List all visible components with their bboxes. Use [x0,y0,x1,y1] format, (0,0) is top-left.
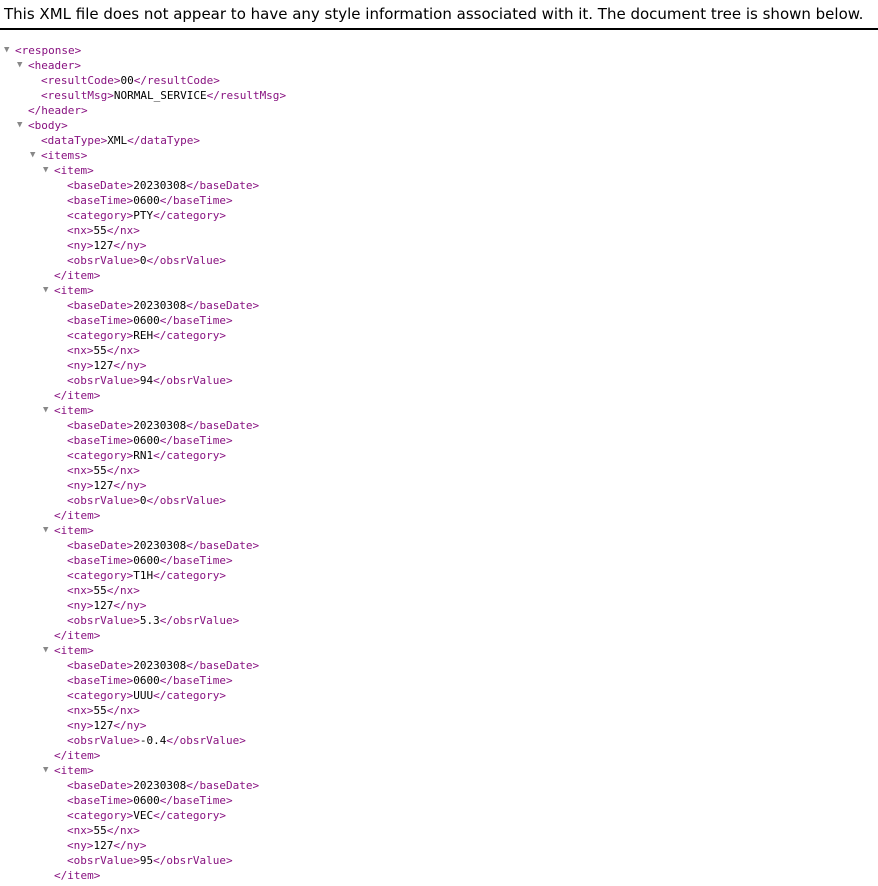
tag-name: nx [73,704,87,717]
obsrvalue-element: <obsrValue>94</obsrValue> [67,374,233,387]
item-close-tag: </item> [54,869,101,882]
category-element: <category>T1H</category> [67,569,226,582]
tag-name: item [60,524,88,537]
tag-name: response [21,44,75,57]
item-open-tag: ▼ <item> [43,764,94,777]
element-value: 55 [93,704,107,717]
tag-name: ny [73,719,87,732]
tag-name: obsrValue [73,494,134,507]
basetime-element: <baseTime>0600</baseTime> [67,194,233,207]
tag-name: baseDate [73,539,127,552]
nx-element: <nx>55</nx> [67,224,140,237]
tag-name: header [34,59,75,72]
element-value: 127 [93,599,114,612]
tag-name: category [73,689,127,702]
tag-name: nx [73,344,87,357]
item-open-tag: ▼ <item> [43,284,94,297]
collapse-triangle-icon[interactable]: ▼ [43,165,49,175]
basetime-element: <baseTime>0600</baseTime> [67,794,233,807]
tag-name: baseTime [172,794,226,807]
tag-name: nx [120,704,134,717]
tag-name: obsrValue [159,494,220,507]
tag-name: item [60,284,88,297]
item-close-tag: </item> [54,749,101,762]
tag-name: baseTime [172,674,226,687]
tag-name: category [166,209,220,222]
tag-name: category [73,329,127,342]
data-type-element: <dataType>XML</dataType> [41,134,200,147]
basedate-element: <baseDate>20230308</baseDate> [67,299,260,312]
element-value: 55 [93,464,107,477]
element-value: 0600 [133,674,160,687]
element-value: 20230308 [133,779,187,792]
tag-name: category [166,569,220,582]
basetime-element: <baseTime>0600</baseTime> [67,554,233,567]
tag-name: nx [73,824,87,837]
element-value: 0600 [133,314,160,327]
element-value: T1H [133,569,154,582]
element-value: 0 [139,254,147,267]
tag-name: nx [120,464,134,477]
element-value: 95 [139,854,154,867]
element-value: 20230308 [133,299,187,312]
tag-name: baseTime [172,554,226,567]
tag-name: obsrValue [73,374,134,387]
tag-name: nx [120,824,134,837]
element-value: 0600 [133,434,160,447]
tag-name: nx [73,464,87,477]
element-value: 0600 [133,794,160,807]
tag-name: dataType [140,134,194,147]
basedate-element: <baseDate>20230308</baseDate> [67,779,260,792]
tag-name: dataType [47,134,101,147]
tag-name: category [73,209,127,222]
basedate-element: <baseDate>20230308</baseDate> [67,179,260,192]
tag-name: obsrValue [172,614,233,627]
element-value: 55 [93,224,107,237]
tag-name: baseDate [73,179,127,192]
tag-name: category [166,329,220,342]
tag-name: category [166,689,220,702]
tag-name: item [60,404,88,417]
element-value: 20230308 [133,419,187,432]
nx-element: <nx>55</nx> [67,824,140,837]
collapse-triangle-icon[interactable]: ▼ [30,150,36,160]
tag-name: obsrValue [179,734,240,747]
tag-name: baseDate [199,659,253,672]
tag-name: obsrValue [73,614,134,627]
element-value: 00 [120,74,134,87]
obsrvalue-element: <obsrValue>-0.4</obsrValue> [67,734,246,747]
nx-element: <nx>55</nx> [67,344,140,357]
element-value: NORMAL_SERVICE [113,89,207,102]
element-value: 127 [93,239,114,252]
tag-name: obsrValue [73,734,134,747]
tag-name: nx [120,224,134,237]
xml-document-tree [0,43,286,883]
tag-name: baseTime [73,434,127,447]
element-value: PTY [133,209,154,222]
tag-name: nx [73,224,87,237]
element-value: 127 [93,479,114,492]
tag-name: ny [126,599,140,612]
tag-name: ny [73,599,87,612]
tag-name: baseDate [199,419,253,432]
tag-name: category [166,449,220,462]
tag-name: item [67,869,94,882]
tag-name: baseDate [199,779,253,792]
tag-name: category [73,809,127,822]
element-value: 55 [93,344,107,357]
tag-name: ny [126,839,140,852]
category-element: <category>REH</category> [67,329,226,342]
element-value: 0600 [133,554,160,567]
category-element: <category>UUU</category> [67,689,226,702]
collapse-triangle-icon[interactable]: ▼ [17,120,23,130]
tag-name: baseDate [199,299,253,312]
ny-element: <ny>127</ny> [67,599,147,612]
tag-name: obsrValue [166,854,226,867]
element-value: 55 [93,584,107,597]
collapse-triangle-icon[interactable]: ▼ [43,405,49,415]
item-close-tag: </item> [54,269,101,282]
element-value: VEC [133,809,154,822]
obsrvalue-element: <obsrValue>0</obsrValue> [67,254,226,267]
tag-name: baseTime [73,194,127,207]
collapse-triangle-icon[interactable]: ▼ [17,60,23,70]
category-element: <category>PTY</category> [67,209,226,222]
item-close-tag: </item> [54,389,101,402]
element-value: 5.3 [139,614,160,627]
tag-name: baseDate [199,179,253,192]
tag-name: baseDate [73,779,127,792]
basetime-element: <baseTime>0600</baseTime> [67,674,233,687]
ny-element: <ny>127</ny> [67,359,147,372]
item-open-tag: ▼ <item> [43,164,94,177]
ny-element: <ny>127</ny> [67,239,147,252]
tag-name: ny [126,479,140,492]
element-value: 127 [93,839,114,852]
tag-name: ny [126,239,140,252]
category-element: <category>RN1</category> [67,449,226,462]
tag-name: resultMsg [219,89,280,102]
items-open-tag: ▼ <items> [30,149,88,162]
tag-name: item [67,269,94,282]
element-value: 20230308 [133,659,187,672]
tag-name: obsrValue [73,254,134,267]
tag-name: baseTime [73,314,127,327]
tag-name: item [60,644,88,657]
category-element: <category>VEC</category> [67,809,226,822]
body-open-tag: ▼ <body> [17,119,68,132]
nx-element: <nx>55</nx> [67,584,140,597]
ny-element: <ny>127</ny> [67,719,147,732]
header-open-tag: ▼ <header> [17,59,81,72]
tag-name: category [73,569,127,582]
item-close-tag: </item> [54,629,101,642]
tag-name: baseDate [73,419,127,432]
tag-name: ny [73,839,87,852]
tag-name: item [60,164,88,177]
nx-element: <nx>55</nx> [67,704,140,717]
result-code-element: <resultCode>00</resultCode> [41,74,220,87]
tag-name: baseTime [73,794,127,807]
item-open-tag: ▼ <item> [43,644,94,657]
tag-name: baseDate [199,539,253,552]
tag-name: ny [126,719,140,732]
tag-name: item [60,764,88,777]
basedate-element: <baseDate>20230308</baseDate> [67,659,260,672]
xml-info-banner: This XML file does not appear to have any style information associated with it. The document tree is shown below. [0,0,878,30]
nx-element: <nx>55</nx> [67,464,140,477]
element-value: XML [107,134,128,147]
tag-name: obsrValue [166,374,226,387]
tag-name: body [34,119,62,132]
element-value: 94 [139,374,154,387]
element-value: 20230308 [133,539,187,552]
tag-name: ny [73,359,87,372]
tag-name: baseDate [73,299,127,312]
header-close-tag: </header> [28,104,88,117]
element-value: 0600 [133,194,160,207]
tag-name: baseTime [172,434,226,447]
tag-name: item [67,389,94,402]
tag-name: resultCode [146,74,214,87]
tag-name: nx [120,344,134,357]
basedate-element: <baseDate>20230308</baseDate> [67,419,260,432]
tag-name: item [67,749,94,762]
tag-name: nx [73,584,87,597]
result-msg-element: <resultMsg>NORMAL_SERVICE</resultMsg> [41,89,287,102]
element-value: RN1 [133,449,154,462]
tag-name: ny [126,359,140,372]
element-value: UUU [133,689,154,702]
item-close-tag: </item> [54,509,101,522]
tag-name: header [41,104,81,117]
collapse-triangle-icon[interactable]: ▼ [43,765,49,775]
ny-element: <ny>127</ny> [67,479,147,492]
collapse-triangle-icon[interactable]: ▼ [43,525,49,535]
basetime-element: <baseTime>0600</baseTime> [67,434,233,447]
tag-name: resultMsg [47,89,108,102]
element-value: REH [133,329,154,342]
collapse-triangle-icon[interactable]: ▼ [4,45,10,55]
ny-element: <ny>127</ny> [67,839,147,852]
element-value: 127 [93,719,114,732]
tag-name: item [67,629,94,642]
item-open-tag: ▼ <item> [43,524,94,537]
tag-name: obsrValue [73,854,134,867]
tag-name: category [166,809,220,822]
tag-name: ny [73,239,87,252]
tag-name: baseTime [172,314,226,327]
obsrvalue-element: <obsrValue>5.3</obsrValue> [67,614,240,627]
tag-name: resultCode [47,74,114,87]
collapse-triangle-icon[interactable]: ▼ [43,645,49,655]
tag-name: baseTime [73,674,127,687]
element-value: 127 [93,359,114,372]
item-open-tag: ▼ <item> [43,404,94,417]
element-value: 55 [93,824,107,837]
tag-name: items [47,149,81,162]
element-value: 20230308 [133,179,187,192]
tag-name: item [67,509,94,522]
tag-name: baseTime [172,194,226,207]
tag-name: baseTime [73,554,127,567]
tag-name: obsrValue [159,254,220,267]
element-value: 0 [139,494,147,507]
basetime-element: <baseTime>0600</baseTime> [67,314,233,327]
collapse-triangle-icon[interactable]: ▼ [43,285,49,295]
tag-name: baseDate [73,659,127,672]
tag-name: ny [73,479,87,492]
tag-name: category [73,449,127,462]
element-value: -0.4 [139,734,167,747]
tag-name: nx [120,584,134,597]
obsrvalue-element: <obsrValue>95</obsrValue> [67,854,233,867]
basedate-element: <baseDate>20230308</baseDate> [67,539,260,552]
response-open-tag: ▼ <response> [4,44,82,57]
obsrvalue-element: <obsrValue>0</obsrValue> [67,494,226,507]
